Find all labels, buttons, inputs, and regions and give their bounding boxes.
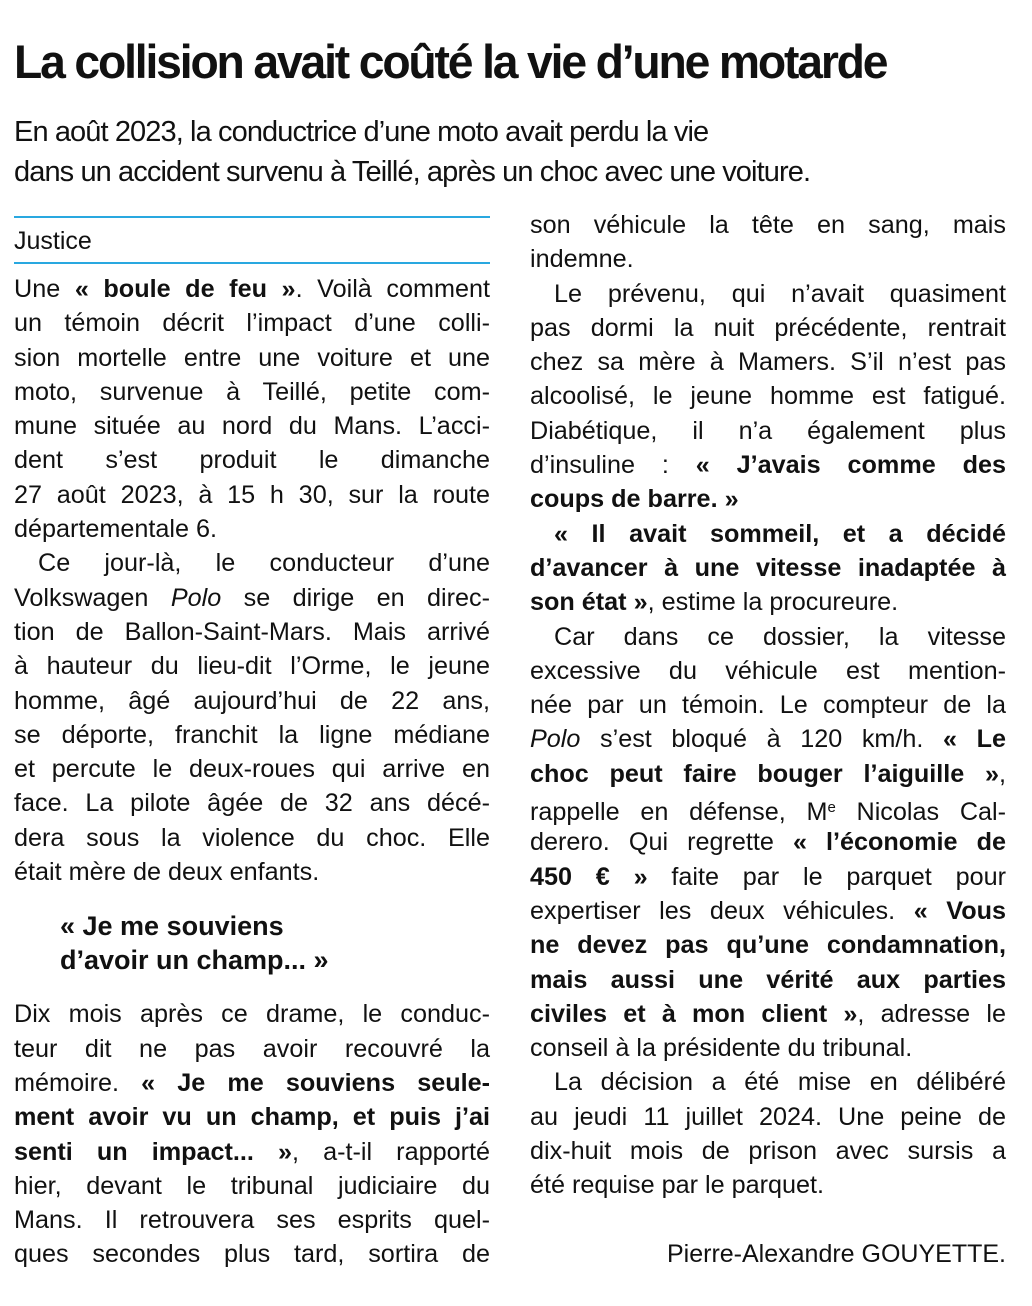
text-line: départementale 6. <box>14 515 218 544</box>
headline: La collision avait coûté la vie d’une motarde <box>14 35 887 88</box>
quote: senti un impact... » <box>14 1137 293 1166</box>
quote: son état » <box>530 588 648 617</box>
text-line: Ce jour-là, le conducteur d’une <box>38 549 490 578</box>
text-line: Mans. Il retrouvera ses esprits quel- <box>14 1206 490 1235</box>
text-line: ment avoir vu un champ, et puis j’ai <box>14 1103 490 1132</box>
paragraph-7 <box>530 1065 1006 1202</box>
text-line: née par un témoin. Le compteur de la <box>530 691 1006 720</box>
text-line: Volkswagen Polo se dirige en direc- <box>14 583 490 612</box>
paragraph-1 <box>14 272 490 546</box>
text-line: et percute le deux-roues qui arrive en <box>14 755 490 784</box>
text-line: Polo s’est bloqué à 120 km/h. « Le <box>530 725 1006 754</box>
quote: « J’avais comme des <box>695 451 1006 480</box>
standfirst <box>14 112 1024 192</box>
text-line: choc peut faire bouger l’aiguille », <box>530 759 1006 788</box>
paragraph-3-continued <box>530 208 1006 277</box>
text-line: moto, survenue à Teillé, petite com- <box>14 377 490 406</box>
text-line: été requise par le parquet. <box>530 1171 825 1200</box>
text-line: alcoolisé, le jeune homme est fatigué. <box>530 382 1006 411</box>
car-model: Polo <box>530 725 581 754</box>
text-line: Dix mois après ce drame, le conduc- <box>14 1000 490 1029</box>
subheading-line: « Je me souviens <box>60 911 284 942</box>
text-line: civiles et à mon client », adresse le <box>530 999 1006 1028</box>
text-line: homme, âgé aujourd’hui de 22 ans, <box>14 686 490 715</box>
text-line: face. La pilote âgée de 32 ans décé- <box>14 789 490 818</box>
text-line: d’insuline : « J’avais comme des <box>530 451 1006 480</box>
superscript: e <box>827 799 836 817</box>
text-line: ne devez pas qu’une condamnation, <box>530 931 1006 960</box>
text-line: au jeudi 11 juillet 2024. Une peine de <box>530 1102 1006 1131</box>
text-line: Diabétique, il n’a également plus <box>530 416 1006 445</box>
right-column <box>530 208 1006 1271</box>
text-line: un témoin décrit l’impact d’une colli- <box>14 309 490 338</box>
quote: « l’économie de <box>792 828 1006 857</box>
text-line: indemne. <box>530 245 634 274</box>
text-line: Le prévenu, qui n’avait quasiment <box>554 279 1006 308</box>
text-line: 27 août 2023, à 15 h 30, sur la route <box>14 480 490 509</box>
quote: 450 € » <box>530 862 648 891</box>
quote: « Vous <box>913 896 1006 925</box>
text-line: dera sous la violence du choc. Elle <box>14 823 490 852</box>
paragraph-6 <box>530 620 1006 1066</box>
rubric-justice <box>14 216 490 264</box>
quote: civiles et à mon client » <box>530 999 858 1028</box>
text-line: derero. Qui regrette « l’économie de <box>530 828 1006 857</box>
text-line: mune située au nord du Mans. L’acci- <box>14 412 490 441</box>
text-line: senti un impact... », a-t-il rapporté <box>14 1137 490 1166</box>
quote: choc peut faire bouger l’aiguille » <box>530 759 999 788</box>
text-line: 450 € » faite par le parquet pour <box>530 862 1006 891</box>
text-line: pas dormi la nuit précédente, rentrait <box>530 313 1006 342</box>
subheading <box>60 909 490 977</box>
subheading-line: d’avoir un champ... » <box>60 945 329 976</box>
text-line: à hauteur du lieu-dit l’Orme, le jeune <box>14 652 490 681</box>
text-line: dix-huit mois de prison avec sursis a <box>530 1137 1006 1166</box>
text-line: son état », estime la procureure. <box>530 588 899 617</box>
text-line: tion de Ballon-Saint-Mars. Mais arrivé <box>14 617 490 646</box>
text-line: Car dans ce dossier, la vitesse <box>554 622 1006 651</box>
text-line: se déporte, franchit la ligne médiane <box>14 720 490 749</box>
text-line: Une « boule de feu ». Voilà comment <box>14 275 490 303</box>
paragraph-5 <box>530 517 1006 620</box>
quote: « Je me souviens seule- <box>141 1068 490 1097</box>
paragraph-2 <box>14 546 490 889</box>
quote: « boule de feu » <box>74 275 296 303</box>
text-line: conseil à la présidente du tribunal. <box>530 1034 913 1063</box>
text-line: « Il avait sommeil, et a décidé <box>554 519 1006 548</box>
text-line: sion mortelle entre une voiture et une <box>14 343 490 372</box>
author-signature: Pierre-Alexandre GOUYETTE. <box>667 1239 1006 1268</box>
text-line: son véhicule la tête en sang, mais <box>530 211 1006 239</box>
text-line: expertiser les deux véhicules. « Vous <box>530 896 1006 925</box>
paragraph-4 <box>530 277 1006 517</box>
text-line: rappelle en défense, Me Nicolas Cal- <box>530 798 1006 827</box>
text-line: La décision a été mise en délibéré <box>554 1068 1006 1097</box>
text-line: hier, devant le tribunal judiciaire du <box>14 1171 490 1200</box>
rubric-label: Justice <box>14 227 92 255</box>
text-line: ques secondes plus tard, sortira de <box>14 1240 490 1269</box>
text-line: chez sa mère à Mamers. S’il n’est pas <box>530 348 1006 377</box>
car-model: Polo <box>170 583 222 612</box>
text-line: excessive du véhicule est mention- <box>530 656 1006 685</box>
left-column <box>14 208 490 1272</box>
quote: « Le <box>943 725 1006 754</box>
paragraph-3 <box>14 997 490 1271</box>
standfirst-line: dans un accident survenu à Teillé, après un choc avec une voiture. <box>14 156 811 188</box>
text-line: teur dit ne pas avoir recouvré la <box>14 1034 490 1063</box>
standfirst-line: En août 2023, la conductrice d’une moto avait perdu la vie <box>14 116 709 148</box>
text-line: dent s’est produit le dimanche <box>14 446 490 475</box>
text-line: d’avancer à une vitesse inadaptée à <box>530 553 1006 582</box>
text-line: coups de barre. » <box>530 485 739 514</box>
text-line: était mère de deux enfants. <box>14 858 320 887</box>
text-line: mémoire. « Je me souviens seule- <box>14 1068 490 1097</box>
text-line: mais aussi une vérité aux parties <box>530 965 1006 994</box>
